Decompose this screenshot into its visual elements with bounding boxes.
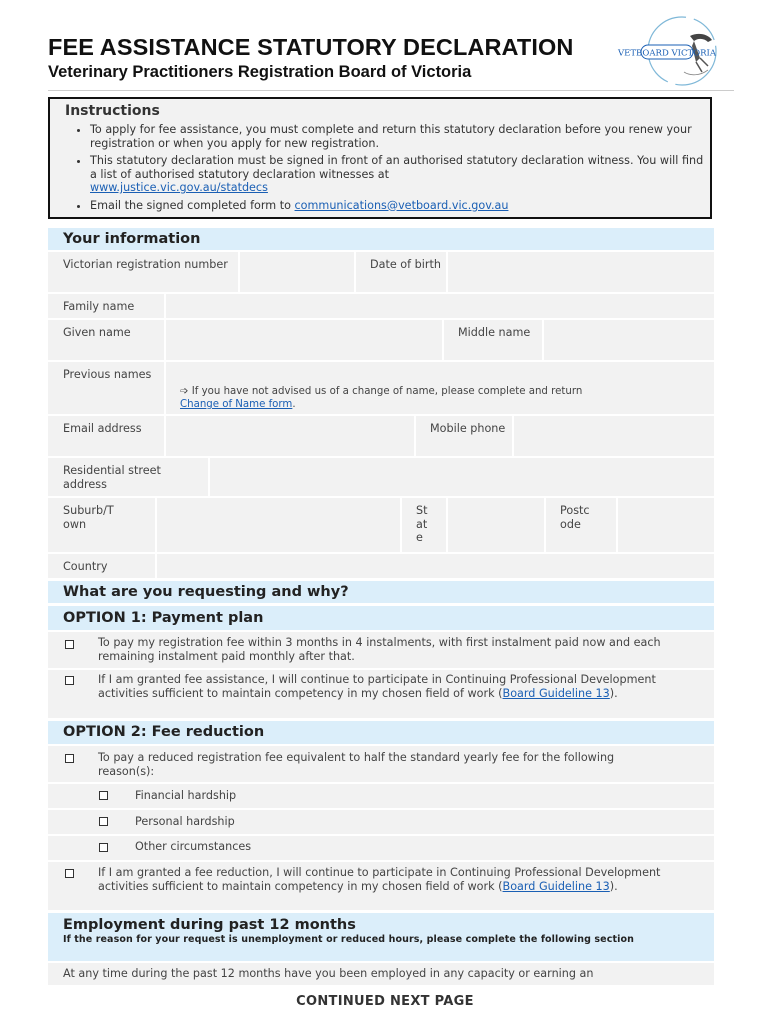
employment-question-row (48, 963, 714, 985)
page-title: FEE ASSISTANCE STATUTORY DECLARATION (48, 34, 574, 60)
employment-question: At any time during the past 12 months have you been employed in any capacity or earning an (63, 967, 594, 980)
reg-number-input[interactable] (238, 252, 354, 292)
family-name-row (48, 294, 714, 318)
page-subtitle: Veterinary Practitioners Registration Board of Victoria (48, 63, 472, 81)
street-row (48, 458, 714, 496)
option2-item1-text: To pay a reduced registration fee equivalent to half the standard yearly fee for the following reason(s): (98, 751, 615, 778)
previous-names-label: Previous names (63, 368, 152, 381)
email-link[interactable]: communications@vetboard.vic.gov.au (294, 198, 509, 212)
request-heading: What are you requesting and why? (48, 581, 714, 603)
country-row (48, 554, 714, 578)
vetboard-logo (618, 14, 726, 88)
middle-name-input[interactable] (542, 320, 714, 360)
instructions-heading: Instructions (65, 103, 160, 119)
suburb-input[interactable] (155, 498, 400, 552)
state-input[interactable] (446, 498, 544, 552)
country-label: Country (63, 560, 108, 573)
statdecs-link[interactable]: www.justice.vic.gov.au/statdecs (90, 181, 268, 194)
dob-label: Date of birth (354, 252, 446, 292)
given-name-label: Given name (63, 326, 131, 339)
continued-next-page: CONTINUED NEXT PAGE (296, 994, 474, 1009)
reg-number-label: Victorian registration number (63, 258, 228, 271)
email-row (48, 416, 714, 456)
postcode-label: Postcode (544, 498, 616, 552)
employment-subheading: If the reason for your request is unemployment or reduced hours, please complete the following section (63, 934, 634, 945)
employment-section-header (48, 913, 714, 961)
country-input[interactable] (155, 554, 714, 578)
family-name-input[interactable] (164, 294, 714, 318)
option1-heading: OPTION 1: Payment plan (48, 606, 714, 630)
dob-input[interactable] (446, 252, 714, 292)
email-label: Email address (63, 422, 142, 435)
instruction-item-2: • This statutory declaration must be signed in front of an authorised statutory declaration witness. You will find a list of authorised statutory declaration witnesses at www.justice.vic.gov.au/statdecs (90, 154, 710, 195)
reason3-checkbox[interactable] (99, 843, 108, 852)
mobile-label: Mobile phone (414, 416, 512, 456)
option1-item2-checkbox[interactable] (65, 676, 74, 685)
family-name-label: Family name (63, 300, 135, 313)
state-label: State (400, 498, 446, 552)
given-name-input[interactable] (164, 320, 442, 360)
option1-item1-checkbox[interactable] (65, 640, 74, 649)
option2-item1-checkbox[interactable] (65, 754, 74, 763)
reason1-label: Financial hardship (135, 789, 237, 802)
mobile-input[interactable] (512, 416, 714, 456)
reason2-checkbox[interactable] (99, 817, 108, 826)
previous-names-note: ➩ If you have not advised us of a change of name, please complete and return Change of Name form. (180, 386, 583, 410)
instructions-box (48, 97, 712, 219)
registration-row (48, 252, 714, 292)
employment-heading: Employment during past 12 months (63, 917, 356, 933)
street-label: Residential street address (63, 464, 161, 491)
middle-name-label: Middle name (442, 320, 542, 360)
option2-item2-text: If I am granted a fee reduction, I will continue to participate in Continuing Professional Development activities sufficient to maintain competency in my chosen field of work (Board Guideline 13). (98, 866, 661, 893)
reason2-label: Personal hardship (135, 815, 235, 828)
given-name-row (48, 320, 714, 360)
street-input[interactable] (208, 458, 714, 496)
postcode-input[interactable] (616, 498, 714, 552)
suburb-row (48, 498, 714, 552)
logo-text: VETBOARD VICTORIA (618, 48, 716, 59)
suburb-label: Suburb/Town (63, 504, 114, 531)
reason1-checkbox[interactable] (99, 791, 108, 800)
your-information-heading: Your information (48, 228, 714, 250)
instruction-item-1: • To apply for fee assistance, you must complete and return this statutory declaration before you renew your registration or when you apply for new registration. (90, 123, 710, 150)
change-of-name-link[interactable]: Change of Name form (180, 399, 293, 410)
board-guideline-13-link[interactable]: Board Guideline 13 (502, 686, 610, 700)
header-rule (48, 90, 734, 91)
instruction-item-3: • Email the signed completed form to communications@vetboard.vic.gov.au (90, 199, 710, 213)
email-input[interactable] (164, 416, 414, 456)
option2-heading: OPTION 2: Fee reduction (48, 721, 714, 744)
option1-item2-text: If I am granted fee assistance, I will continue to participate in Continuing Professional Development activities sufficient to maintain competency in my chosen field of work (Board Guideline 13). (98, 673, 656, 700)
option2-item2-checkbox[interactable] (65, 869, 74, 878)
arrow-right-icon: ➩ (180, 386, 189, 397)
option1-item1-text: To pay my registration fee within 3 months in 4 instalments, with first instalment paid now and each remaining instalment paid monthly after that. (98, 636, 661, 663)
board-guideline-13-link-2[interactable]: Board Guideline 13 (502, 879, 610, 893)
reason3-label: Other circumstances (135, 840, 252, 853)
